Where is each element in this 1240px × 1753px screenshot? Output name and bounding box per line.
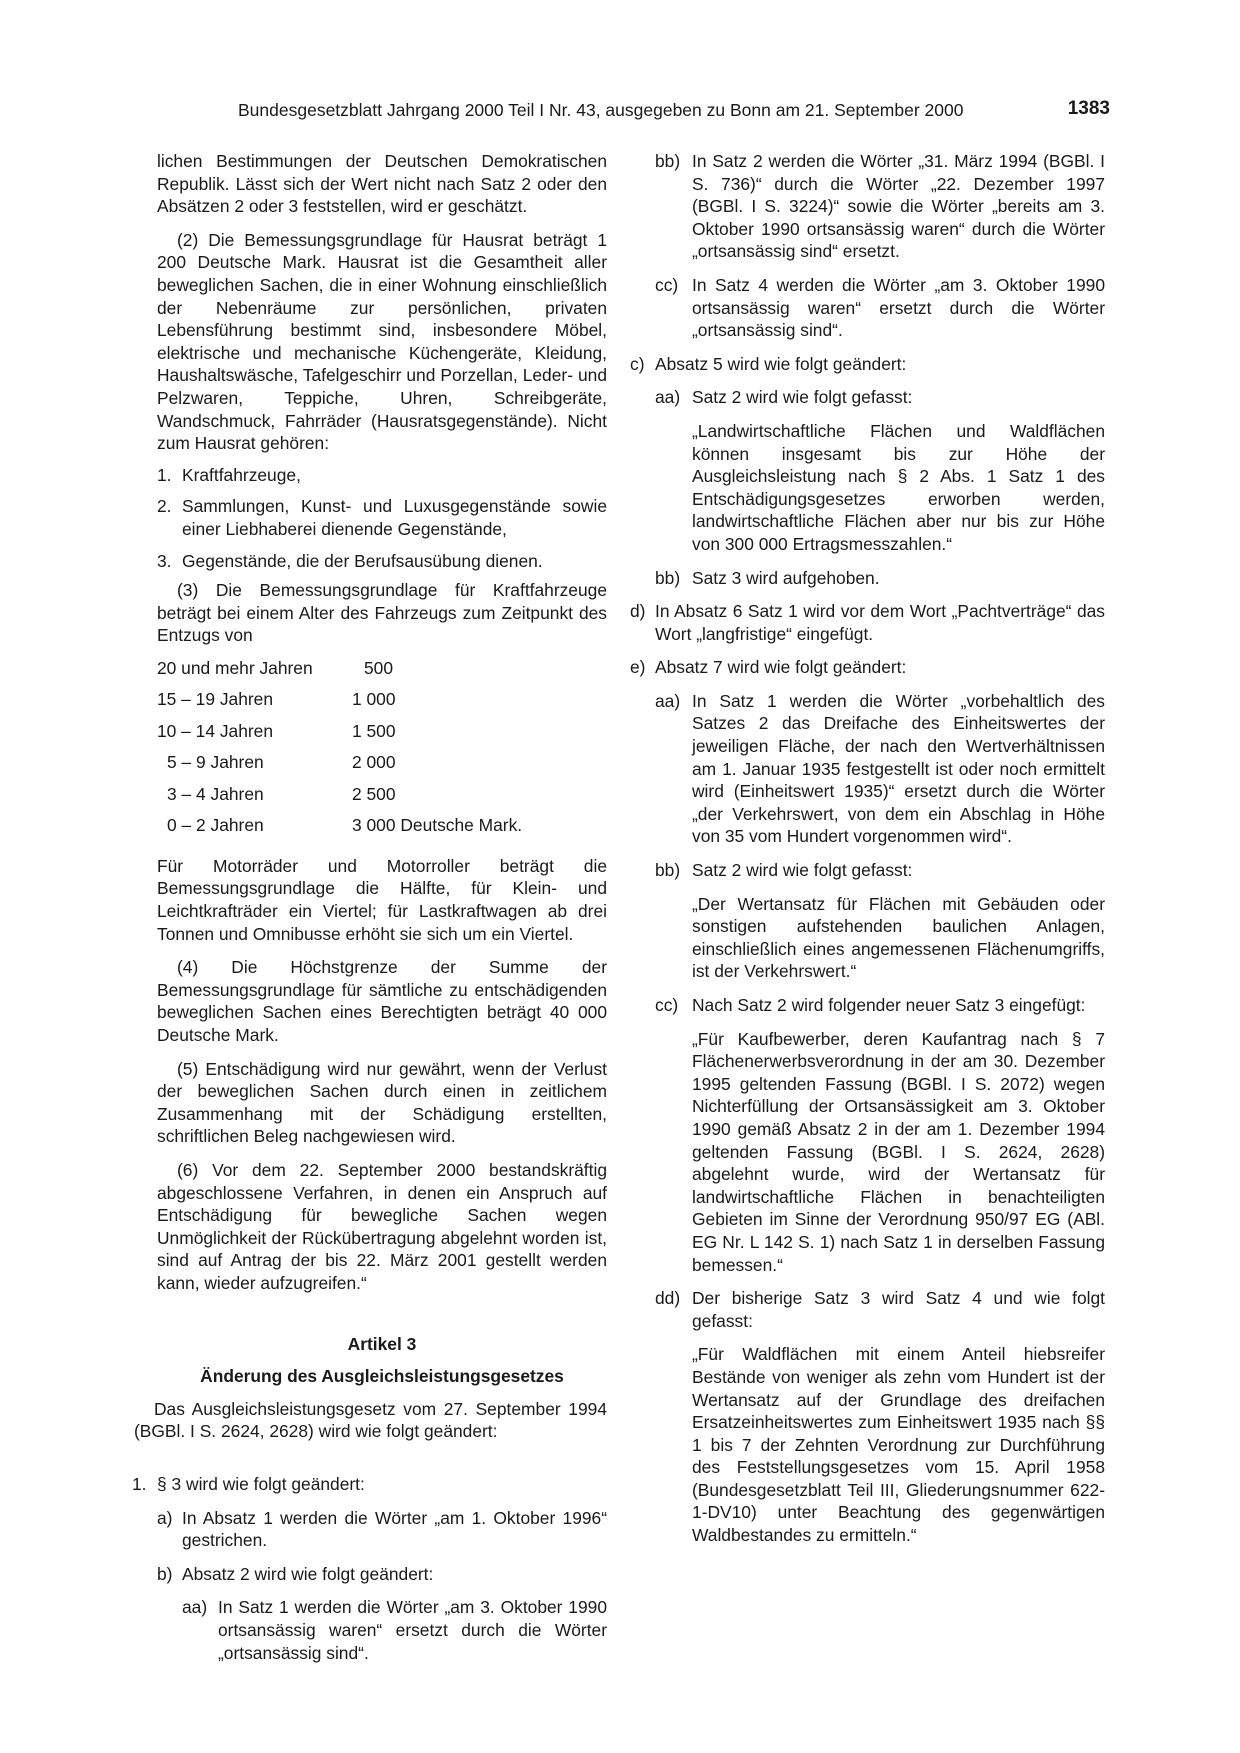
list-item: [630, 656, 1105, 679]
list-text: Der bisherige Satz 3 wird Satz 4 und wie folgt gefasst:: [692, 1288, 1105, 1331]
list-text: Absatz 7 wird wie folgt geändert:: [655, 657, 907, 678]
quoted-sentence: „Für Waldflächen mit einem Anteil hiebsreifer Bestände von weniger als zehn vom Hundert ist der Wertansatz auf der Grundlage des dreifachen Ersatzeinheitswertes zum Einheitswert 1935 nach §§ 1 bis 7 der Zehnten Verordnung zur Durchführung des Feststellungsgesetzes vom 15. April 1958 (Bundesgesetzblatt Teil III, Gliederungsnummer 622-1-DV10) unter Beachtung des gegenwärtigen Waldbestandes zu ermitteln.“: [692, 1344, 1105, 1546]
paragraph-continuation: lichen Bestimmungen der Deutschen Demokratischen Republik. Lässt sich der Wert nicht nach Satz 2 oder den Absätzen 2 oder 3 feststellen, wird er geschätzt.: [157, 151, 607, 217]
table-row: [157, 688, 522, 720]
list-item: [182, 1596, 607, 1664]
list-marker: b): [157, 1563, 173, 1584]
amount-cell: 3 000 Deutsche Mark.: [352, 815, 523, 836]
list-item: [655, 994, 1105, 1017]
paragraph-motorraeder: Für Motorräder und Motorroller beträgt die Bemessungsgrundlage die Hälfte, für Klein- und Leichtkrafträder ein Viertel; für Lastkraftwagen ab drei Tonnen und Omnibusse erhöht sie sich um ein Viertel.: [157, 855, 607, 944]
paragraph-kraftfahrzeuge: (3) Die Bemessungsgrundlage für Kraftfahrzeuge beträgt bei einem Alter des Fahrzeugs zum Zeitpunkt des Entzugs von: [157, 580, 607, 646]
list-item: [157, 550, 607, 573]
list-text: Sammlungen, Kunst- und Luxusgegenstände sowie einer Liebhaberei dienende Gegenstände,: [182, 496, 607, 539]
exclusion-list: [157, 464, 607, 572]
article-intro: Das Ausgleichsleistungsgesetz vom 27. September 1994 (BGBl. I S. 2624, 2628) wird wie folgt geändert:: [134, 1398, 607, 1442]
list-text: Absatz 5 wird wie folgt geändert:: [655, 353, 907, 374]
age-cell: 3 – 4 Jahren: [167, 783, 264, 804]
running-title: Bundesgesetzblatt Jahrgang 2000 Teil I Nr. 43, ausgegeben zu Bonn am 21. September 2000: [238, 100, 964, 120]
list-marker: 2.: [157, 496, 172, 517]
page-number: 1383: [1067, 98, 1110, 119]
list-text: In Absatz 6 Satz 1 wird vor dem Wort „Pachtverträge“ das Wort „langfristige“ eingefügt.: [655, 601, 1105, 644]
article-subtitle: Änderung des Ausgleichsleistungsgesetzes: [200, 1366, 564, 1387]
list-marker: bb): [655, 567, 681, 588]
list-item: [157, 495, 607, 540]
paragraph-hausrat: (2) Die Bemessungsgrundlage für Hausrat beträgt 1 200 Deutsche Mark. Hausrat ist die Gesamtheit aller beweglichen Sachen, die in einer Wohnung einschließlich der Nebenräume zur persönlichen, privaten Lebensführung bestimmt sind, insbesondere Möbel, elektrische und mechanische Küchengeräte, Kleidung, Haushaltswäsche, Tafelgeschirr und Porzellan, Leder- und Pelzwaren, Teppiche, Uhren, Schreibgeräte, Wandschmuck, Fahrräder (Hausratsgegenstände). Nicht zum Hausrat gehören:: [157, 229, 607, 454]
vehicle-age-table: [157, 657, 522, 846]
list-text: Satz 2 wird wie folgt gefasst:: [692, 387, 913, 408]
list-marker: dd): [655, 1288, 681, 1309]
list-text: In Absatz 1 werden die Wörter „am 1. Oktober 1996“ gestrichen.: [182, 1507, 607, 1551]
list-marker: 1.: [157, 464, 172, 485]
list-marker: e): [630, 657, 646, 678]
list-text: In Satz 1 werden die Wörter „vorbehaltlich des Satzes 2 das Dreifache des Einheitswertes der jeweiligen Fläche, der nach den Wertverhältnissen am 1. Januar 1935 festgestellt ist oder noch ermittelt wird (Einheitswert 1935)“ ersetzt durch die Wörter „der Verkehrswert, von dem ein Abschlag in Höhe von 35 vom Hundert vorgenommen wird“.: [692, 690, 1105, 847]
right-column: [630, 150, 1105, 1558]
list-item: [655, 1287, 1105, 1332]
list-marker: aa): [655, 387, 681, 408]
amount-cell: 1 000: [352, 689, 396, 710]
paragraph-entschaedigung: (5) Entschädigung wird nur gewährt, wenn der Verlust der beweglichen Sachen durch einen in zeitlichem Zusammenhang mit der Schädigung erstellten, schriftlichen Beleg nachgewiesen wird.: [157, 1058, 607, 1147]
quoted-sentence: „Der Wertansatz für Flächen mit Gebäuden oder sonstigen aufstehenden baulichen Anlagen, einschließlich eines angemessenen Flächenumgriffs, ist der Verkehrswert.“: [692, 893, 1105, 982]
list-text: In Satz 2 werden die Wörter „31. März 1994 (BGBl. I S. 736)“ durch die Wörter „22. Dezember 1997 (BGBl. I S. 3224)“ sowie die Wörter „bereits am 3. Oktober 1990 ortsansässig waren“ durch die Wörter „ortsansässig sind“ ersetzt.: [692, 151, 1105, 262]
list-item: [132, 1473, 607, 1496]
age-cell: 0 – 2 Jahren: [167, 815, 264, 836]
list-text: Nach Satz 2 wird folgender neuer Satz 3 eingefügt:: [692, 995, 1086, 1015]
paragraph-verfahren: (6) Vor dem 22. September 2000 bestandskräftig abgeschlossene Verfahren, in denen ein Anspruch auf Entschädigung für bewegliche Sachen wegen Unmöglichkeit der Rückübertragung abgelehnt worden ist, sind auf Antrag der bis 22. März 2001 gestellt werden kann, wieder aufzugreifen.“: [157, 1160, 607, 1293]
list-item: [655, 386, 1105, 409]
list-marker: cc): [655, 274, 679, 295]
table-row: [157, 720, 522, 752]
list-item: [157, 464, 607, 487]
list-text: In Satz 1 werden die Wörter „am 3. Oktober 1990 ortsansässig waren“ ersetzt durch die Wörter „ortsansässig sind“.: [218, 1597, 607, 1663]
quoted-sentence: „Für Kaufbewerber, deren Kaufantrag nach § 7 Flächenerwerbsverordnung in der am 30. Dezember 1995 geltenden Fassung (BGBl. I S. 2072) wegen Nichterfüllung der Ortsansässigkeit am 3. Oktober 1990 gemäß Absatz 2 in der am 1. Dezember 1994 geltenden Fassung (BGBl. I S. 2624, 2628) abgelehnt wurde, wird der Wertansatz für landwirtschaftliche Flächen in benachteiligten Gebieten im Sinne der Verordnung 950/97 EG (ABl. EG Nr. L 142 S. 1) nach Satz 1 in derselben Fassung bemessen.“: [692, 1028, 1105, 1275]
age-cell: 10 – 14 Jahren: [157, 720, 274, 741]
list-item: [630, 353, 1105, 376]
amount-cell: 2 000: [352, 752, 396, 773]
list-marker: 1.: [132, 1473, 147, 1494]
list-marker: 3.: [157, 550, 172, 571]
list-item: [157, 1563, 607, 1586]
list-text: Satz 2 wird wie folgt gefasst:: [692, 860, 913, 881]
amount-cell: 1 500: [352, 720, 396, 741]
list-text: § 3 wird wie folgt geändert:: [157, 1473, 365, 1494]
list-item: [655, 690, 1105, 848]
list-marker: aa): [182, 1597, 208, 1618]
list-marker: a): [157, 1507, 173, 1528]
paragraph-hoechstgrenze: (4) Die Höchstgrenze der Summe der Bemessungsgrundlage für sämtliche zu entschädigenden beweglichen Sachen eines Berechtigten beträgt 40 000 Deutsche Mark.: [157, 957, 607, 1046]
age-cell: 20 und mehr Jahren: [157, 657, 313, 678]
list-text: Satz 3 wird aufgehoben.: [692, 567, 880, 588]
list-item: [655, 859, 1105, 882]
list-text: Kraftfahrzeuge,: [182, 464, 301, 485]
left-column: [132, 150, 607, 1675]
list-marker: bb): [655, 151, 681, 171]
list-text: Absatz 2 wird wie folgt geändert:: [182, 1563, 434, 1584]
list-item: [630, 600, 1105, 645]
table-row: [157, 783, 522, 815]
list-marker: bb): [655, 860, 681, 881]
list-item: [157, 1507, 607, 1552]
list-marker: c): [630, 353, 645, 374]
age-cell: 15 – 19 Jahren: [157, 689, 274, 710]
list-marker: cc): [655, 995, 679, 1015]
table-row: [157, 657, 522, 689]
list-marker: aa): [655, 690, 681, 711]
quoted-sentence: „Landwirtschaftliche Flächen und Waldflächen können insgesamt bis zur Höhe der Ausgleichsleistung nach § 2 Abs. 1 Satz 1 des Entschädigungsgesetzes erworben werden, landwirtschaftliche Flächen aber nur bis zur Höhe von 300 000 Ertragsmesszahlen.“: [692, 420, 1105, 554]
list-item: [655, 567, 1105, 590]
list-item: [655, 150, 1105, 263]
age-cell: 5 – 9 Jahren: [167, 752, 264, 773]
amount-cell: 500: [364, 657, 394, 678]
article-title: Artikel 3: [347, 1333, 417, 1354]
list-item: [655, 274, 1105, 342]
table-row: [157, 751, 522, 783]
table-row: [157, 814, 522, 846]
list-text: In Satz 4 werden die Wörter „am 3. Oktober 1990 ortsansässig waren“ ersetzt durch die Wörter „ortsansässig sind“.: [692, 274, 1105, 341]
list-marker: d): [630, 601, 646, 622]
list-text: Gegenstände, die der Berufsausübung dienen.: [182, 550, 543, 571]
amount-cell: 2 500: [352, 783, 396, 804]
